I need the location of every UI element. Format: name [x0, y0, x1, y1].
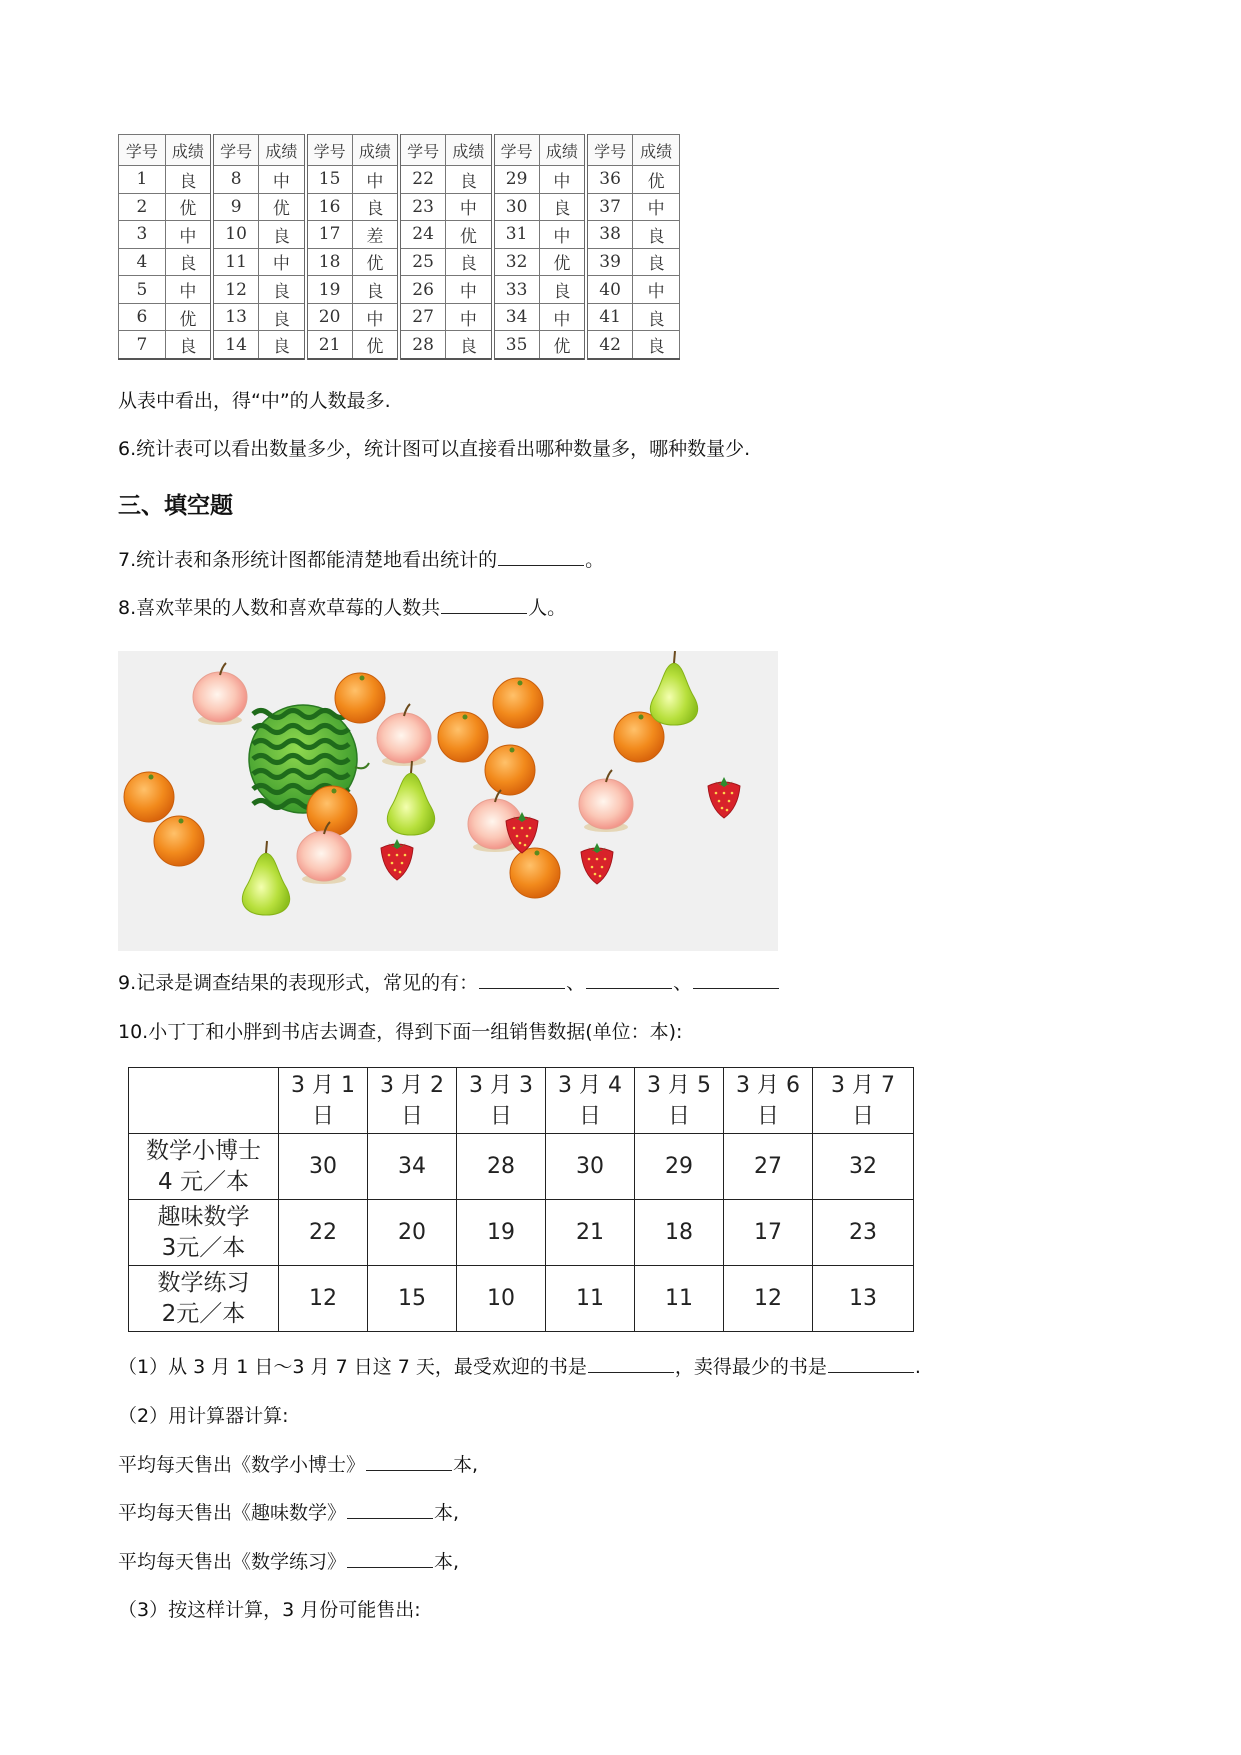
- student-number-cell: 18: [306, 248, 353, 276]
- orange: [124, 772, 174, 822]
- separator: 、: [673, 972, 693, 994]
- average-line-2: [118, 1500, 459, 1526]
- student-number-cell: 37: [586, 193, 633, 221]
- student-number-cell: 31: [493, 221, 540, 249]
- grade-cell: 中: [259, 248, 306, 276]
- question-10-3: （3）按这样计算，3 月份可能售出:: [118, 1599, 421, 1621]
- header-cell: 学号: [586, 135, 633, 166]
- sales-value-cell: 10: [457, 1266, 546, 1332]
- sales-value-cell: 27: [724, 1134, 813, 1200]
- question-10-2: （2）用计算器计算:: [118, 1405, 289, 1427]
- date-header-cell: [546, 1068, 635, 1134]
- header-cell: 成绩: [165, 135, 212, 166]
- grade-cell: 良: [259, 221, 306, 249]
- question-10-1: [118, 1354, 921, 1380]
- grade-table-body: [119, 166, 680, 360]
- orange: [154, 816, 204, 866]
- question-9-text: 9.记录是调查结果的表现形式，常见的有：: [118, 972, 479, 994]
- student-number-cell: 17: [306, 221, 353, 249]
- date-header-cell: [813, 1068, 914, 1134]
- grade-cell: 差: [352, 221, 399, 249]
- student-number-cell: 10: [212, 221, 259, 249]
- average-line-3: [118, 1549, 459, 1575]
- student-number-cell: 14: [212, 331, 259, 359]
- date-header-cell: [457, 1068, 546, 1134]
- grade-cell: 中: [446, 303, 493, 331]
- date-header-cell: [368, 1068, 457, 1134]
- book-name-cell: [129, 1200, 279, 1266]
- apple: [193, 663, 247, 725]
- student-number-cell: 8: [212, 166, 259, 194]
- book-name: 数学练习: [157, 1269, 250, 1296]
- question-10: 10.小丁丁和小胖到书店去调查，得到下面一组销售数据(单位：本):: [118, 1021, 683, 1043]
- book-price: 4 元／本: [158, 1168, 249, 1195]
- grade-cell: 良: [633, 221, 680, 249]
- grade-cell: 优: [633, 166, 680, 194]
- student-number-cell: 29: [493, 166, 540, 194]
- student-number-cell: 34: [493, 303, 540, 331]
- student-number-cell: 22: [399, 166, 446, 194]
- sales-value-cell: 13: [813, 1266, 914, 1332]
- student-number-cell: 27: [399, 303, 446, 331]
- fruit-illustration: [118, 651, 778, 951]
- table-row: [129, 1134, 914, 1200]
- grade-cell: 优: [539, 331, 586, 359]
- table-row: [119, 248, 680, 276]
- grade-cell: 中: [633, 276, 680, 304]
- grade-cell: 良: [446, 166, 493, 194]
- sales-value-cell: 15: [368, 1266, 457, 1332]
- student-number-cell: 42: [586, 331, 633, 359]
- book-name: 数学小博士: [146, 1137, 261, 1164]
- student-number-cell: 39: [586, 248, 633, 276]
- table-row: [129, 1200, 914, 1266]
- sales-value-cell: 30: [279, 1134, 368, 1200]
- apple: [579, 770, 633, 832]
- question-9: [118, 970, 780, 996]
- sales-value-cell: 29: [635, 1134, 724, 1200]
- orange: [510, 848, 560, 898]
- student-number-cell: 1: [119, 166, 166, 194]
- student-number-cell: 15: [306, 166, 353, 194]
- fruit-picture: [118, 651, 778, 951]
- student-number-cell: 38: [586, 221, 633, 249]
- answer-blank[interactable]: [366, 1452, 452, 1471]
- grade-cell: 良: [259, 303, 306, 331]
- grade-cell: 良: [165, 166, 212, 194]
- date-header-text: 3 月 6: [736, 1072, 800, 1098]
- header-cell: 成绩: [446, 135, 493, 166]
- grade-cell: 中: [446, 193, 493, 221]
- student-number-cell: 2: [119, 193, 166, 221]
- date-header-cell: [635, 1068, 724, 1134]
- sales-value-cell: 19: [457, 1200, 546, 1266]
- grade-cell: 中: [539, 166, 586, 194]
- grade-cell: 良: [352, 276, 399, 304]
- orange: [485, 745, 535, 795]
- sales-value-cell: 18: [635, 1200, 724, 1266]
- date-header-text: 3 月 3: [469, 1072, 533, 1098]
- question-10-1-mid: ，卖得最少的书是: [674, 1356, 827, 1378]
- grade-cell: 中: [352, 166, 399, 194]
- grade-cell: 良: [259, 331, 306, 359]
- pear: [387, 761, 434, 835]
- header-cell: 学号: [119, 135, 166, 166]
- unit-text: 本,: [453, 1454, 479, 1476]
- average-text: 平均每天售出《数学练习》: [118, 1551, 347, 1573]
- grade-cell: 中: [352, 303, 399, 331]
- corner-cell: [129, 1068, 279, 1134]
- grade-cell: 中: [633, 193, 680, 221]
- date-header-text: 日: [400, 1103, 423, 1129]
- student-number-cell: 5: [119, 276, 166, 304]
- answer-blank[interactable]: [441, 595, 527, 614]
- section-heading: 三、填空题: [118, 493, 233, 519]
- question-7-end: 。: [585, 549, 605, 571]
- header-cell: 学号: [493, 135, 540, 166]
- question-8: [118, 595, 566, 621]
- book-price: 2元／本: [161, 1300, 246, 1327]
- table-row: [129, 1266, 914, 1332]
- student-number-cell: 28: [399, 331, 446, 359]
- student-number-cell: 12: [212, 276, 259, 304]
- answer-blank[interactable]: [347, 1549, 433, 1568]
- header-cell: 成绩: [633, 135, 680, 166]
- grade-cell: 中: [539, 303, 586, 331]
- grade-cell: 优: [446, 221, 493, 249]
- average-text: 平均每天售出《数学小博士》: [118, 1454, 366, 1476]
- student-number-cell: 24: [399, 221, 446, 249]
- sales-header-row: [129, 1068, 914, 1134]
- book-price: 3元／本: [161, 1234, 246, 1261]
- orange: [307, 786, 357, 836]
- table-row: [119, 193, 680, 221]
- student-number-cell: 9: [212, 193, 259, 221]
- table-row: [119, 331, 680, 359]
- strawberry: [581, 843, 613, 884]
- grade-cell: 良: [352, 193, 399, 221]
- sales-value-cell: 23: [813, 1200, 914, 1266]
- student-number-cell: 16: [306, 193, 353, 221]
- table-row: [119, 276, 680, 304]
- grade-cell: 优: [352, 248, 399, 276]
- book-name: 趣味数学: [157, 1203, 250, 1230]
- student-number-cell: 25: [399, 248, 446, 276]
- student-number-cell: 30: [493, 193, 540, 221]
- strawberry: [381, 839, 413, 880]
- sales-value-cell: 21: [546, 1200, 635, 1266]
- sales-table-body: [129, 1068, 914, 1332]
- grade-table-header-row: [119, 135, 680, 166]
- student-number-cell: 40: [586, 276, 633, 304]
- separator: 、: [566, 972, 586, 994]
- student-number-cell: 26: [399, 276, 446, 304]
- date-header-text: 日: [489, 1103, 512, 1129]
- student-number-cell: 35: [493, 331, 540, 359]
- date-header-cell: [724, 1068, 813, 1134]
- header-cell: 成绩: [539, 135, 586, 166]
- student-number-cell: 11: [212, 248, 259, 276]
- grade-cell: 良: [165, 248, 212, 276]
- pear: [650, 651, 697, 725]
- answer-blank[interactable]: [498, 547, 584, 566]
- header-cell: 学号: [306, 135, 353, 166]
- book-name-cell: [129, 1134, 279, 1200]
- grade-cell: 优: [165, 303, 212, 331]
- table-row: [119, 303, 680, 331]
- date-header-text: 3 月 7: [831, 1072, 895, 1098]
- grade-cell: 中: [446, 276, 493, 304]
- grade-cell: 良: [165, 331, 212, 359]
- average-text: 平均每天售出《趣味数学》: [118, 1502, 347, 1524]
- table-row: [119, 166, 680, 194]
- date-header-text: 3 月 1: [291, 1072, 355, 1098]
- average-line-1: [118, 1452, 478, 1478]
- date-header-text: 3 月 2: [380, 1072, 444, 1098]
- grade-cell: 优: [259, 193, 306, 221]
- pear: [242, 841, 289, 915]
- grade-cell: 中: [539, 221, 586, 249]
- answer-blank[interactable]: [693, 970, 779, 989]
- grade-cell: 中: [165, 221, 212, 249]
- sales-value-cell: 22: [279, 1200, 368, 1266]
- sales-value-cell: 11: [635, 1266, 724, 1332]
- apple: [377, 704, 431, 766]
- date-header-text: 日: [667, 1103, 690, 1129]
- grade-cell: 良: [539, 193, 586, 221]
- grade-cell: 良: [259, 276, 306, 304]
- student-number-cell: 19: [306, 276, 353, 304]
- sales-value-cell: 34: [368, 1134, 457, 1200]
- header-cell: 成绩: [259, 135, 306, 166]
- grade-cell: 良: [446, 331, 493, 359]
- sales-value-cell: 12: [279, 1266, 368, 1332]
- question-7: [118, 547, 604, 573]
- grade-table: [118, 134, 680, 360]
- student-number-cell: 6: [119, 303, 166, 331]
- header-cell: 成绩: [352, 135, 399, 166]
- table-row: [119, 221, 680, 249]
- sales-value-cell: 30: [546, 1134, 635, 1200]
- sales-value-cell: 12: [724, 1266, 813, 1332]
- date-header-text: 3 月 4: [558, 1072, 622, 1098]
- question-7-text: 7.统计表和条形统计图都能清楚地看出统计的: [118, 549, 498, 571]
- date-header-text: 日: [578, 1103, 601, 1129]
- sales-value-cell: 32: [813, 1134, 914, 1200]
- student-number-cell: 32: [493, 248, 540, 276]
- answer-blank[interactable]: [479, 970, 565, 989]
- question-8-end: 人。: [528, 597, 567, 619]
- question-10-1-text: （1）从 3 月 1 日～3 月 7 日这 7 天，最受欢迎的书是: [118, 1356, 587, 1378]
- grade-cell: 良: [633, 248, 680, 276]
- sales-value-cell: 28: [457, 1134, 546, 1200]
- question-6: 6.统计表可以看出数量多少，统计图可以直接看出哪种数量多，哪种数量少.: [118, 438, 751, 460]
- book-name-cell: [129, 1266, 279, 1332]
- answer-blank[interactable]: [588, 1354, 674, 1373]
- student-number-cell: 20: [306, 303, 353, 331]
- answer-blank[interactable]: [347, 1500, 433, 1519]
- orange: [335, 673, 385, 723]
- student-number-cell: 36: [586, 166, 633, 194]
- strawberry: [708, 777, 740, 818]
- date-header-text: 3 月 5: [647, 1072, 711, 1098]
- student-number-cell: 23: [399, 193, 446, 221]
- date-header-text: 日: [311, 1103, 334, 1129]
- unit-text: 本,: [434, 1551, 460, 1573]
- grade-cell: 优: [352, 331, 399, 359]
- grade-cell: 中: [259, 166, 306, 194]
- answer-blank[interactable]: [586, 970, 672, 989]
- student-number-cell: 7: [119, 331, 166, 359]
- grade-cell: 优: [165, 193, 212, 221]
- answer-blank[interactable]: [828, 1354, 914, 1373]
- date-header-text: 日: [851, 1103, 874, 1129]
- orange: [493, 678, 543, 728]
- header-cell: 学号: [212, 135, 259, 166]
- student-number-cell: 41: [586, 303, 633, 331]
- date-header-text: 日: [756, 1103, 779, 1129]
- unit-text: 本,: [434, 1502, 460, 1524]
- orange: [438, 712, 488, 762]
- sales-value-cell: 11: [546, 1266, 635, 1332]
- sales-value-cell: 20: [368, 1200, 457, 1266]
- question-8-text: 8.喜欢苹果的人数和喜欢草莓的人数共: [118, 597, 441, 619]
- grade-cell: 良: [446, 248, 493, 276]
- grade-cell: 良: [633, 331, 680, 359]
- sales-value-cell: 17: [724, 1200, 813, 1266]
- student-number-cell: 4: [119, 248, 166, 276]
- student-number-cell: 33: [493, 276, 540, 304]
- student-number-cell: 21: [306, 331, 353, 359]
- date-header-cell: [279, 1068, 368, 1134]
- conclusion-text: 从表中看出，得“中”的人数最多.: [118, 390, 391, 412]
- grade-cell: 优: [539, 248, 586, 276]
- grade-cell: 良: [633, 303, 680, 331]
- student-number-cell: 3: [119, 221, 166, 249]
- grade-cell: 良: [539, 276, 586, 304]
- sales-table: [128, 1067, 914, 1332]
- student-number-cell: 13: [212, 303, 259, 331]
- question-10-1-end: .: [914, 1356, 921, 1378]
- grade-cell: 中: [165, 276, 212, 304]
- header-cell: 学号: [399, 135, 446, 166]
